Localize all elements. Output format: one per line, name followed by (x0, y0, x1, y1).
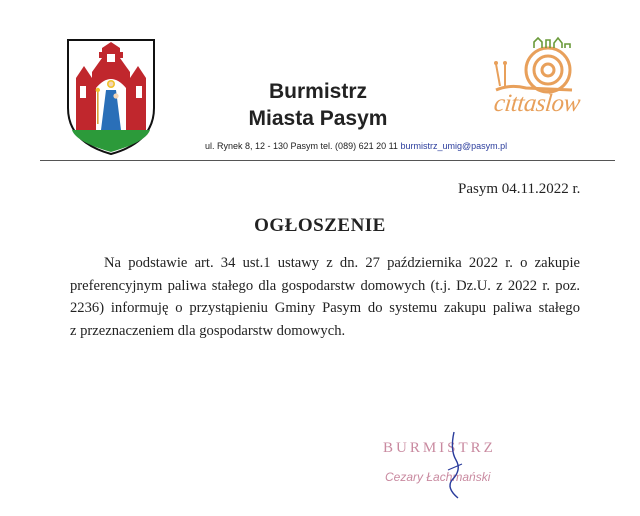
handwritten-signature-icon (440, 430, 470, 500)
signature-stamp-title: BURMISTRZ (383, 440, 496, 456)
body-line: z przeznaczeniem dla gospodarstw domowych. (70, 322, 346, 339)
body-line: 2236) informuję o przystąpieniu Gminy Pasym do systemu zakupu paliwa stałego (70, 300, 580, 316)
document-title: OGŁOSZENIE (254, 215, 386, 236)
body-line: preferencyjnym paliwa stałego dla gospodarstw domowych (t.j. Dz.U. z 2022 r. poz. (70, 277, 580, 294)
body-line: Na podstawie art. 34 ust.1 ustawy z dn. 27 października 2022 r. o zakupie (104, 255, 580, 271)
document-body (70, 252, 580, 342)
office-title-line1: Burmistrz (268, 80, 368, 103)
document-date: Pasym 04.11.2022 r. (458, 181, 581, 197)
cittaslow-logo-text: cittaslow (492, 90, 582, 117)
office-title-line2: Miasta Pasym (248, 107, 388, 130)
contact-address-phone: ul. Rynek 8, 12 - 130 Pasym tel. (089) 621 20 11 (205, 141, 398, 151)
signature-stamp-name: Cezary Łachmański (385, 470, 491, 484)
header-divider (40, 160, 615, 161)
office-title (228, 78, 408, 132)
coat-of-arms-icon (66, 38, 156, 156)
contact-line (205, 141, 507, 151)
contact-email[interactable]: burmistrz_umig@pasym.pl (400, 141, 508, 151)
